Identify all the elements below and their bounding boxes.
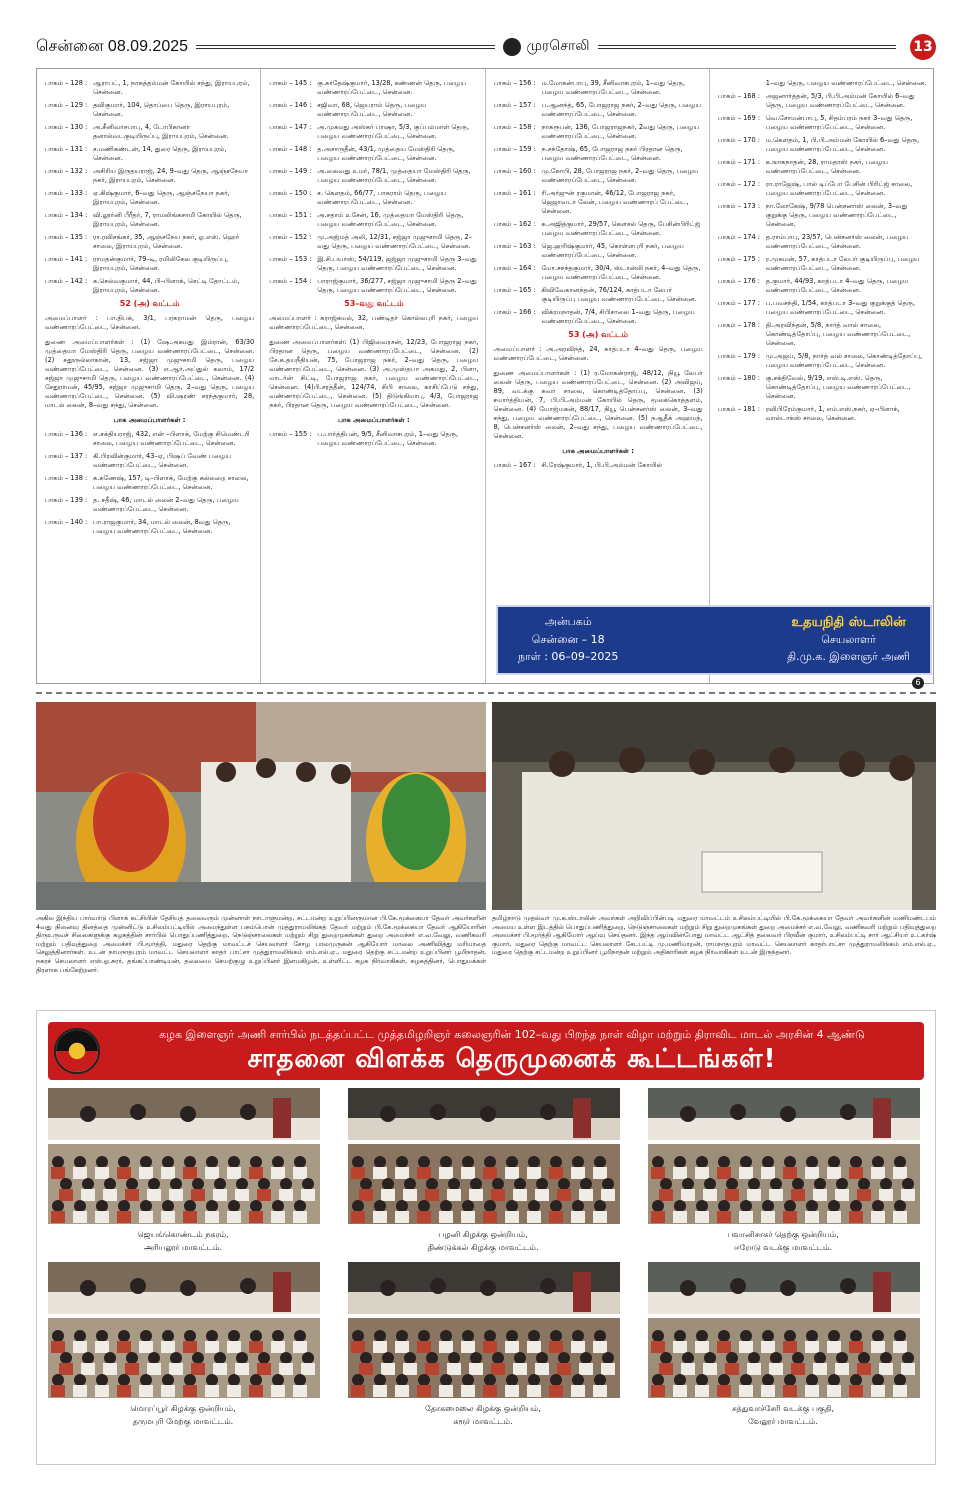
separator: :	[85, 189, 88, 197]
event-photo-crowd	[648, 1318, 920, 1398]
ward-heading: 52 (அ) வட்டம்	[119, 299, 180, 308]
edition-date: சென்னை 08.09.2025	[36, 38, 189, 55]
member-details: ஜெ.ஹரிஷ்குமார், 45, கொள்ளபுரி நகர், பழைய வண்ணாரப்பேட்டை, சென்னை.	[541, 242, 684, 259]
list-item	[718, 255, 927, 273]
list-item	[494, 167, 703, 185]
list-item	[718, 374, 927, 401]
event-district: அரியலூர் மாவட்டம்.	[143, 1243, 222, 1252]
list-item	[494, 220, 703, 238]
separator: :	[309, 79, 312, 87]
separator: :	[533, 220, 536, 228]
member-details: மு.அஜ்மத் அலி, 12/31, சஜ்ஜா முஜுசாமி தெரு, 2–வது தெரு, பழைய வண்ணாரப்பேட்டை, சென்னை.	[317, 233, 472, 250]
masthead-rule	[598, 45, 897, 49]
separator: :	[309, 233, 312, 241]
separator: :	[533, 79, 536, 87]
list-item	[494, 123, 703, 141]
member-details: எ.சக்தியராஜ், 432, என் –பிளாக், மேற்கு சிமெண்டரி சாலை, பழைய வண்ணாரப்பேட்டை, சென்னை.	[93, 430, 250, 447]
part-number: பாகம் – 153	[269, 255, 308, 263]
part-number: பாகம் – 179	[717, 352, 756, 360]
ward-organizer: அமைப்பாளர் : அ.அரவிந்த், 24, காத்படா 4–வது தெரு, பழைய வண்ணாரப்பேட்டை, சென்னை.	[493, 345, 703, 362]
member-details: வெ.சோமன்பாபு, 5, சிதம்பரம் நகர் 3–வது தெரு, பழைய வண்ணாரப்பேட்டை, சென்னை.	[765, 114, 913, 131]
event-caption	[648, 1228, 918, 1254]
part-number: பாகம் – 175	[717, 255, 756, 263]
separator: :	[533, 242, 536, 250]
list-item	[494, 264, 703, 282]
separator: :	[85, 79, 88, 87]
list-item	[269, 277, 478, 295]
separator: :	[309, 255, 312, 263]
ward-heading: 53 (அ) வட்டம்	[568, 330, 628, 339]
member-details: நாகரூபன், 136, போஜராஜநகர், 2வது தெரு, பழைய வண்ணாரப்பேட்டை, சென்னை.	[541, 123, 699, 140]
member-details: அ.லைவது உமர், 78/1, முத்தையா மேஸ்திரி தெரு, பழைய வண்ணாரப்பேட்டை, சென்னை.	[317, 167, 471, 184]
dmk-flag-logo-icon	[54, 1028, 100, 1074]
part-number: பாகம் – 180	[717, 374, 756, 382]
separator: :	[309, 211, 312, 219]
separator: :	[757, 352, 760, 360]
event-photo-crowd	[348, 1318, 620, 1398]
separator	[758, 79, 766, 88]
part-number: பாகம் – 162	[493, 220, 532, 228]
separator: :	[85, 145, 88, 153]
part-number	[718, 79, 758, 88]
list-item	[45, 167, 254, 185]
signature-date: நாள் : 06–09–2025	[518, 650, 619, 663]
list-item	[45, 211, 254, 229]
event-photo-stage	[348, 1088, 620, 1140]
part-number: பாகம் – 156	[493, 79, 532, 87]
separator: :	[309, 167, 312, 175]
photo2-caption: தமிழ்நாடு முதல்வர் மு.க.ஸ்டாலின் அவர்கள் அறிவிப்பின்படி மதுரை மாவட்டம் உசிலம்பட்டியில் பி.கே.மூக்கையா தேவர் அவர்களின் மணிமண்டபம் அமைய உள்ள இடத்தில் பொதுப்பணித்துறை, நெடுஞ்சாலைகள் மற்றும் சிறு துறைமுகங்கள் துறை அமைச்சர் எ.வ.வேலு, வணிகவரி மற்றும் பதிவுத்துறை அமைச்சர் பி.மூர்த்தி ஆகியோர் ஆய்வு செய்தனர். இந்த ஆய்வின்போது மாவட்ட ஆட்சித் தலைவர் பிரவீன் குமார், உசிலம்பட்டி சார் ஆட்சியர் உட்கர்ஷ் குமார், மதுரை தெற்கு மாவட்ட செயலாளர் சேடபட்டி மு.மணிமாறன், ராமநாதபுரம் மாவட்ட செயலாளர் காதர்பாட்சா முத்துராமலிங்கம் எம்.எல்.ஏ., மதுரை தெற்கு சட்டமன்ற உறுப்பினர் பூமிநாதன் மற்றும் அதிகாரிகள் கழக நிர்வாகிகள் உடன் இருந்தனர்.	[492, 914, 936, 957]
part-number: பாகம் – 140	[45, 518, 83, 526]
list-item	[718, 299, 927, 317]
part-number: பாகம் – 163	[493, 242, 532, 250]
separator: :	[757, 202, 760, 210]
photo-statues-image	[36, 702, 486, 910]
part-number: பாகம் – 178	[717, 321, 756, 329]
separator: :	[85, 123, 88, 131]
separator: :	[85, 211, 88, 219]
list-item	[494, 308, 703, 326]
member-details: க.ஙாகநாதன், 28, ராமதாஸ் நகர், பழைய வண்ணாரப்பேட்டை, சென்னை.	[765, 158, 888, 175]
event-photo-stage	[48, 1262, 320, 1314]
event-district: தருமபுரி மேற்கு மாவட்டம்.	[132, 1417, 234, 1426]
part-number: பாகம் – 170	[717, 136, 756, 144]
part-number: பாகம் – 157	[493, 101, 532, 109]
event-district: கரூர் மாவட்டம்.	[453, 1417, 513, 1426]
feature-banner	[48, 1022, 924, 1080]
member-details: தி.அரவிந்தன், 5/8, நார்த் வால் சாலை, கொண்டித்தோப்பு, பழைய வண்ணாரப்பேட்டை, சென்னை.	[765, 321, 911, 347]
member-details: ந.சந்தோஷ், 65, போஜராஜ நகர் பிரதான தெரு, பழைய வண்ணாரப்பேட்டை, சென்னை.	[541, 145, 683, 162]
part-number: பாகம் – 128	[45, 79, 83, 87]
member-details: ஆராபட், 1, நாகத்தம்மன் கோயில் சந்து, இராயபுரம், சென்னை.	[93, 79, 250, 96]
part-number: பாகம் – 164	[493, 264, 532, 272]
list-item	[45, 233, 254, 251]
banner-subtitle: கழக இளைஞர் அணி சார்பில் நடத்தப்பட்ட முத்தமிழறிஞர் கலைஞரின் 102–வது பிறந்த நாள் விழா மற்றும் திராவிட மாடல் அரசின் 4 ஆண்டு	[159, 1028, 865, 1041]
ward-deputies: துணை அமைப்பாளர்கள் : (1) ஷே.அகமது இம்ரான், 63/30 முத்தையா மேஸ்திரி தெரு, பழைய வண்ணாரப்பேட்டை, சென்னை. (2) சதூருல்லாகான், 13, சஜ்ஜா முஜுசாமி தெரு, பழைய வண்ணாரப்பேட்டை, சென்னை. (3) எ.ஆர்.அப்துல் கலாம், 17/2 சஜ்ஜா முஜுசாமி தெரு, பழைய வண்ணாரப்பேட்டை, சென்னை. (4) சேதுராமன், 45/95, சஜ்ஜா முஜுசாமி தெரு, 2–வது தெரு, பழைய வண்ணாரப்பேட்டை, சென்னை. (5) வி.ஷரண் சரந்தகுமார், 28, மாடல் லைன், 8–வது சந்து, சென்னை.	[45, 338, 255, 409]
event-place: ஜெயங்கொண்டம் நகரம்,	[137, 1230, 229, 1239]
part-number: பாகம் – 148	[269, 145, 308, 153]
list-column	[486, 69, 710, 683]
member-details: பாராஜ்குமார், 36/277, சஜ்ஜா முஜுசாமி தெரு 2–வது தெரு, பழைய வண்ணாரப்பேட்டை, சென்னை.	[317, 277, 477, 294]
ward-organizer: அமைப்பாளர் : சுராஜ்கமல், 32, பண்டிதர் கொல்லபுரி நகர், பழைய வண்ணாரப்பேட்டை, சென்னை.	[269, 314, 479, 331]
news-photo-statues	[36, 702, 486, 910]
list-item	[718, 233, 927, 251]
member-details: த.ராம்பாபு, 23/57, பென்சனர்ஸ் லைன், பழைய வண்ணாரப்பேட்டை, சென்னை.	[765, 233, 909, 250]
list-item	[718, 277, 927, 295]
member-details: அஜனார்த்தன், 5/3, பி.பி.அம்மன் கோயில் 6–வது தெரு, பழைய வண்ணாரப்பேட்டை, சென்னை.	[765, 92, 915, 109]
separator: :	[85, 101, 88, 109]
flag-shape	[56, 1030, 98, 1072]
member-details: ச.மணிகண்டன், 14, துரை தெரு, இராயபுரம், சென்னை.	[93, 145, 227, 162]
part-number: பாகம் – 167	[493, 461, 532, 469]
event-photo-crowd	[48, 1144, 320, 1224]
member-details: ச. கௌதம், 66/77, பாகராம் தெரு, பழைய வண்ணாரப்பேட்டை, சென்னை.	[317, 189, 447, 206]
member-details: த.குமார், 44/93, காத்படா 4–வது தெரு, பழைய வண்ணாரப்பேட்டை, சென்னை.	[765, 277, 909, 294]
part-number: பாகம் – 172	[717, 180, 756, 188]
member-details: மு.கோபி, 28, போஜராஜ நகர், 2–வது தெரு, பழைய வண்ணாரப்பேட்டை, சென்னை.	[541, 167, 699, 184]
separator: :	[309, 430, 312, 438]
page-number: 13	[910, 34, 936, 60]
part-number: பாகம் – 171	[717, 158, 756, 166]
separator: :	[309, 189, 312, 197]
member-details: 1–வது தெரு, பழைய வண்ணாரப்பேட்டை, சென்னை.	[765, 79, 927, 87]
member-details: பா.ராஜகுமார், 34, மாடல் லைன், 8வது தெரு, பழைய வண்ணாரப்பேட்டை, சென்னை.	[93, 518, 231, 535]
separator: :	[533, 286, 536, 294]
signature-name: உதயநிதி ஸ்டாலின்	[791, 615, 906, 630]
list-item	[45, 79, 254, 97]
ward-deputies: துணை அமைப்பாளர்கள் : (1) ர.மோகன்ராஜ், 48/12, நியூ லேபர் லைன் தெரு, பழைய வண்ணாரப்பேட்டை, சென்னை. (2) அவிஜய், 89, வடக்கு சுவர் சாலை, கொண்டித்தோப்பு, சென்னை. (3) சமார்த்தியன், 7, பி.பி.அம்மன் கோயில் தெரு, மூலக்கொத்தளம், சென்னை. (4) யோஜ்மகன், 88/17, நியூ பென்சனர்ஸ் லைன், 3–வது சந்து, பழைய வண்ணாரப்பேட்டை, சென்னை. (5) நஆதீக் அஹமத், 8, பென்சனர்ஸ் லைன், 2–வது சந்து, பழைய வண்ணாரப்பேட்டை, சென்னை.	[493, 369, 703, 440]
event-photo-stage	[48, 1088, 320, 1140]
part-number: பாகம் – 135	[45, 233, 83, 241]
list-item	[494, 79, 703, 97]
member-details: ப.ஆனந்த், 65, போஜராஜ நகர், 2–வது தெரு, பழைய வண்ணாரப்பேட்டை, சென்னை.	[541, 101, 702, 118]
member-details: மு.அஜய், 5/8, நார்த் வல் சாலை, கொண்டித்தோப்பு, பழைய வண்ணாரப்பேட்டை, சென்னை.	[765, 352, 923, 369]
part-organizers-heading: பாக அமைப்பாளர்கள் :	[562, 447, 634, 455]
member-details: இ.சி.பயாஸ், 54/119, ஜஜ்ஜா முஜுசாமி தெரு 3–வது தெரு, பழைய வண்ணாரப்பேட்டை, சென்னை.	[317, 255, 477, 272]
list-item	[269, 189, 478, 207]
part-number: பாகம் – 142	[45, 277, 83, 285]
ward-organizer: அமைப்பாளர் : பா.திபக், 3/1, பரகராமன் தெரு, பழைய வண்ணாரப்பேட்டை, சென்னை.	[45, 314, 255, 331]
event-photo-stage	[648, 1262, 920, 1314]
newspaper-logo-icon	[503, 38, 521, 56]
event-district: திண்டுக்கல் கிழக்கு மாவட்டம்.	[427, 1243, 539, 1252]
list-item	[269, 101, 478, 119]
separator: :	[533, 264, 536, 272]
separator: :	[757, 255, 760, 263]
part-number: பாகம் – 161	[493, 189, 532, 197]
part-number: பாகம் – 139	[45, 496, 83, 504]
separator: :	[85, 518, 88, 526]
separator: :	[85, 452, 88, 460]
list-item	[269, 233, 478, 251]
separator: :	[757, 233, 760, 241]
part-number: பாகம் – 160	[493, 167, 532, 175]
signature-author	[787, 615, 910, 665]
separator: :	[85, 430, 88, 438]
separator: :	[757, 277, 760, 285]
event-photo-crowd	[648, 1144, 920, 1224]
event-place: மொரப்பூர் கிழக்கு ஒன்றியம்,	[130, 1404, 236, 1413]
separator: :	[309, 123, 312, 131]
separator: :	[533, 189, 536, 197]
list-item	[45, 189, 254, 207]
newspaper-name: முரசொலி	[526, 38, 590, 54]
separator: :	[757, 374, 760, 382]
list-item	[269, 145, 478, 163]
part-number: பாகம் – 133	[45, 189, 83, 197]
member-details: மோ.சசந்தகுமார், 30/4, ஸ்டான்லி நகர், 4–வது தெரு, பழைய வண்ணாரப்பேட்டை, சென்னை.	[541, 264, 701, 281]
list-item	[45, 145, 254, 163]
event-photo-crowd	[48, 1318, 320, 1398]
separator: :	[533, 145, 536, 153]
member-details: ப.பவசந்தி, 1/54, காத்படா 3–வது குறுக்குத் தெரு, பழைய வண்ணாரப்பேட்டை, சென்னை.	[765, 299, 916, 316]
member-details: ரா.ரவிசங்கர், 35, ஆஞ்சநேய நகர், ஓ.எஸ். ஹெர் சாலை, இராயபுரம், சென்னை.	[93, 233, 240, 250]
photo-inspection-image	[492, 702, 936, 910]
part-number: பாகம் – 150	[269, 189, 308, 197]
photo1-caption: அகில இந்திய பார்வர்டு பிளாக் கட்சியின் தேசியத் தலைவரும் முன்னாள் நாடாளுமன்ற, சட்டமன்ற உறுப்பினருமான பி.கே.மூக்கையா தேவர் அவர்களின் 4வது நினைவு தினத்தை முன்னிட்டு உசிலம்பட்டியில் அமைந்துள்ள பசும்பொன் முத்துராமலிங்கத் தேவர் மற்றும் பி.கே.மூக்கையா தேவர் ஆகியோரின் திருஉருவச் சிலைகளுக்கு கழகத்தின் சார்பில் பொதுப்பணித்துறை, நெடுஞ்சாலைகள் மற்றும் சிறு துறைமுகங்கள் துறை அமைச்சர் எ.வ.வேலு, வணிகவரி மற்றும் பதிவுத்துறை அமைச்சர் பி.மூர்த்தி, மதுரை தெற்கு மாவட்டச் செயலாளர் சோழ பாலமுருகன் ஆகியோர் மாலை அணிவித்து மரியாதை செலுத்தினார்கள். உடன் நாமநாதபுரம் மாவட்ட செயலாளர் காதர் பாட்சா முத்துராமலிங்கம் எம்.எல்.ஏ., மதுரை தெற்கு சட்டமன்ற உறுப்பினர் பூமிநாதன், நகரச் செயலாளர் எஸ்.ஓ.சுரர், தங்கப்பாண்டியன், தலைமை செயற்குழு உறுப்பினர் இளமகிழன், உள்ளிட்ட கழக நிர்வாகிகள், கழகத்தினர், பொதுமக்கள் திரளாக பங்கேற்றனர்.	[36, 914, 486, 974]
member-details: த. சதீஷ், 46, மாடல் லைன் 2–வது தெரு, பழைய வண்ணாரப்பேட்டை, சென்னை.	[93, 496, 239, 513]
list-item	[718, 92, 927, 110]
part-number: பாகம் – 176	[717, 277, 756, 285]
part-number: பாகம் – 141	[45, 255, 83, 263]
member-details: அ.முகமது அஸ்கர் பாஷா, 5/3, குப்பம்மாள் தெரு, பழைய வண்ணாரப்பேட்டை, சென்னை.	[317, 123, 470, 140]
event-district: வேலூர் மாவட்டம்.	[748, 1417, 818, 1426]
separator: :	[85, 474, 88, 482]
part-number: பாகம் – 166	[493, 308, 532, 316]
list-item	[45, 277, 254, 295]
list-column	[710, 69, 933, 683]
member-details: க.செல்வகுமார், 44, பி–பிளாக், செட்டி தோட்டம், இராயபுரம், சென்னை.	[93, 277, 240, 294]
part-number: பாகம் – 154	[269, 277, 308, 285]
part-organizers-heading: பாக அமைப்பாளர்கள் :	[338, 416, 410, 424]
event-district: ஈரோடு வடக்கு மாவட்டம்.	[733, 1243, 833, 1252]
list-item	[269, 123, 478, 141]
list-item	[45, 123, 254, 141]
member-details: சு.அஜித்குமார், 29/57, கௌசல் தெரு, பேசின்பிரிட்ஜ் பழைய வண்ணாரப்பேட்டை, சென்னை.	[541, 220, 701, 237]
member-details: ர.முகமன், 57, காத்படா லேபர் குடியிருப்பு, பழைய வண்ணாரப்பேட்டை, சென்னை.	[765, 255, 920, 272]
masthead	[36, 34, 936, 60]
separator: :	[757, 321, 760, 329]
member-details: ரி.அர்ஜுன் ரகுமான், 46/12, போஜராஜ நகர், ஜெஜாவடா லேன், பழைய வண்ணாரப் பேட்டை, சென்னை.	[541, 189, 689, 215]
signature-place-date	[518, 615, 618, 665]
member-details: ரவிபிரேம்குமார், 1, எம்.எஸ்.நகர், ஏ–பிளாக், வால்டாக்ஸ் சாலை, சென்னை.	[765, 405, 900, 422]
event-photo-crowd	[348, 1144, 620, 1224]
member-details: கு.சுர்தேஷ்குமார், 13/28, கண்ணன் தெரு, பழைய வண்ணாரப்பேட்டை, சென்னை.	[317, 79, 466, 96]
separator: :	[757, 405, 760, 413]
list-item	[269, 255, 478, 273]
part-number: பாகம் – 132	[45, 167, 83, 175]
signature-place: அன்பகம்	[544, 615, 592, 628]
list-column	[261, 69, 485, 683]
event-place: பழனி கிழக்கு ஒன்றியம்,	[438, 1230, 528, 1239]
masthead-rule	[196, 45, 495, 49]
part-number: பாகம் – 155	[269, 430, 308, 438]
list-item	[718, 352, 927, 370]
separator: :	[533, 101, 536, 109]
list-item	[718, 202, 927, 229]
list-item	[718, 136, 927, 154]
member-details: ப.பார்த்திபன், 9/5, சீனிவாசபுரம், 1–வது தெரு, பழைய வண்ணாரப்பேட்டை, சென்னை.	[317, 430, 459, 447]
list-item	[494, 461, 703, 470]
list-item	[494, 101, 703, 119]
member-details: வி.லூர்னி பீரீதர், 7, ராமலிங்கசாமி கோயில் தெரு, இராயபுரம், சென்னை.	[93, 211, 242, 228]
separator: :	[533, 123, 536, 131]
member-details: ம.கௌதம், 1, பி.பி.அம்மன் கோயில் 6–வது தெரு, பழைய வண்ணாரப்பேட்டை, சென்னை.	[765, 136, 920, 153]
appointment-list	[36, 68, 934, 684]
part-number: பாகம் – 152	[269, 233, 308, 241]
separator: :	[85, 233, 88, 241]
list-item	[45, 101, 254, 119]
event-caption	[348, 1228, 618, 1254]
signature-role: செயலாளர்	[821, 633, 876, 646]
part-number: பாகம் – 131	[45, 145, 83, 153]
list-item	[718, 405, 927, 423]
separator: :	[533, 461, 536, 469]
part-number: பாகம் – 159	[493, 145, 532, 153]
list-item	[45, 430, 254, 448]
continued-marker: 6	[912, 677, 924, 689]
news-photo-inspection	[492, 702, 936, 910]
member-details: த.அசாருதீன், 43/1, முத்தைய மேஸ்திரி தெரு, பழைய வண்ணாரப்பேட்டை, சென்னை.	[317, 145, 455, 162]
list-item	[718, 321, 927, 348]
part-number: பாகம் – 134	[45, 211, 83, 219]
part-number: பாகம் – 169	[717, 114, 756, 122]
list-item	[45, 452, 254, 470]
separator: :	[757, 136, 760, 144]
member-details: சஜிவா, 68, ஜெயராம் தெரு, பழைய வண்ணாரப்பேட்டை, சென்னை.	[317, 101, 427, 118]
part-number: பாகம் – 168	[717, 92, 756, 100]
member-details: கிவிவேகானந்தன், 76/124, காத்படா லேபர் குடியிருப்பு பழைய வண்ணாரப்பேட்டை, சென்னை.	[541, 286, 697, 303]
part-number: பாகம் – 138	[45, 474, 83, 482]
member-details: கு.சக்திவேல், 9/19, எஸ்.டி.எஸ். தெரு, கொண்டித்தோப்பு, பழைய வண்ணாரப்பேட்டை, சென்னை.	[765, 374, 911, 400]
separator: :	[757, 158, 760, 166]
part-organizers-heading: பாக அமைப்பாளர்கள் :	[113, 416, 186, 424]
member-details: கி.பிரவின்குமார், 43–ஏ, பிஷப் வேண் பழைய வண்ணாரப்பேட்டை, சென்னை.	[93, 452, 232, 469]
event-place: சத்துவாச்சேரி வடக்கு பகுதி,	[731, 1404, 835, 1413]
list-item	[269, 430, 478, 448]
list-item	[494, 242, 703, 260]
separator: :	[309, 101, 312, 109]
separator: :	[757, 114, 760, 122]
list-item	[718, 114, 927, 132]
part-number: பாகம் – 165	[493, 286, 532, 294]
list-item	[45, 474, 254, 492]
list-item	[718, 158, 927, 176]
event-photo-stage	[348, 1262, 620, 1314]
list-item	[45, 496, 254, 514]
part-number: பாகம் – 174	[717, 233, 756, 241]
member-details: அ.சீனிவாசபாபு, 4, டோபிகானா தனால்வடகுடியிருப்பு, இராயபுரம், சென்னை.	[93, 123, 229, 140]
ward-heading: 53–வது வட்டம்	[344, 299, 404, 308]
member-details: க.கணேஷ், 157, டி–பிளாக், மேற்கு கல்லறை சாலை, பழைய வண்ணாரப்பேட்டை, சென்னை.	[93, 474, 249, 491]
list-item	[494, 189, 703, 216]
member-details: அசிரிய இருதயராஜ், 24, 9–வது தெரு, ஆஞ்சநேயா நகர், இராயபுரம், சென்னை.	[93, 167, 249, 184]
member-details: அ.சதாம் உசேன், 16, முத்தையா மேஸ்திரி தெரு, பழைய வண்ணாரப்பேட்டை, சென்னை.	[317, 211, 464, 228]
part-number: பாகம் – 173	[717, 202, 756, 210]
separator: :	[533, 308, 536, 316]
event-place: பவானிசாகர் தெற்கு ஒன்றியம்,	[727, 1230, 839, 1239]
member-details: ம.மோகன்பாபு, 39, சீனிவாசபுரம், 1–வது தெரு, பழைய வண்ணாரப்பேட்டை, சென்னை.	[541, 79, 685, 96]
event-caption	[348, 1402, 618, 1428]
list-item	[718, 79, 927, 88]
part-number: பாகம் – 149	[269, 167, 308, 175]
list-item	[494, 286, 703, 304]
list-item	[269, 79, 478, 97]
separator: :	[85, 496, 88, 504]
separator: :	[757, 180, 760, 188]
separator: :	[85, 255, 88, 263]
separator: :	[309, 277, 312, 285]
separator: :	[757, 299, 760, 307]
part-number: பாகம் – 177	[717, 299, 756, 307]
list-item	[45, 255, 254, 273]
list-column	[37, 69, 261, 683]
separator: :	[757, 92, 760, 100]
separator: :	[85, 167, 88, 175]
member-details: தவிகுமார், 104, தொப்பை தெரு, இராயபுரம், சென்னை.	[93, 101, 230, 118]
part-number: பாகம் – 158	[493, 123, 532, 131]
signature-city: சென்னை – 18	[531, 632, 605, 646]
part-number: பாகம் – 130	[45, 123, 83, 131]
separator: :	[533, 167, 536, 175]
member-details: சி.ரேஷ்குமார், 1, பி.பி.அம்மன் கோயில்	[541, 461, 663, 469]
event-place: தோகமைலை கிழக்கு ஒன்றியம்,	[425, 1404, 541, 1413]
member-details: ராமதன்குமார், 79–டி, ரமிலிகேல குடியிருப்பு, இராயபுரம், சென்னை.	[93, 255, 229, 272]
part-number: பாகம் – 147	[269, 123, 308, 131]
list-item	[269, 167, 478, 185]
signature-block	[496, 605, 932, 675]
part-number: பாகம் – 146	[269, 101, 308, 109]
part-number: பாகம் – 181	[717, 405, 756, 413]
part-number: பாகம் – 137	[45, 452, 83, 460]
member-details: விக்ரமநாதன், 7/4, சிபிசாலை 1–வது தெரு, பழைய வண்ணாரப்பேட்டை, சென்னை.	[541, 308, 695, 325]
event-caption	[648, 1402, 918, 1428]
section-divider	[36, 692, 936, 694]
list-item	[494, 145, 703, 163]
separator: :	[309, 145, 312, 153]
member-details: நா.லோகேஷ், 9/78 பென்சனர்ஸ் லைன், 3–வது குறுக்கு தெரு, பழைய வண்ணாரப்பேட்டை, சென்னை.	[765, 202, 908, 228]
part-number: பாகம் – 129	[45, 101, 83, 109]
event-photo-stage	[648, 1088, 920, 1140]
signature-org: தி.மு.க. இளைஞர் அணி	[787, 650, 910, 663]
list-item	[718, 180, 927, 198]
event-caption	[48, 1402, 318, 1428]
banner-title: சாதனை விளக்க தெருமுனைக் கூட்டங்கள்!	[247, 1044, 777, 1074]
list-item	[45, 518, 254, 536]
member-details: ரா.ராஜேஷ், பால் டிப்போ பேசின் பிரிட்ஜ் சாலை, பழைய வண்ணாரப்பேட்டை, சென்னை.	[765, 180, 913, 197]
list-item	[269, 211, 478, 229]
member-details: ஏ.கிஷ்குமார், 6–வது தெரு, ஆஞ்சநேயா நகர், இராயபுரம், சென்னை.	[93, 189, 230, 206]
part-number: பாகம் – 151	[269, 211, 308, 219]
part-number: பாகம் – 145	[269, 79, 308, 87]
separator: :	[85, 277, 88, 285]
ward-deputies: துணை அமைப்பாளர்கள்: (1) பிஜிவைரசன், 12/23, போஜராஜ நகர், பிரதான தெரு, பழைய வண்ணாரப்பேட்டை, சென்னை. (2) சே.க.தயநீதியன், 75, போஜராஜ நகர், 2–வது தெரு, பழைய வண்ணாரப்பேட்டை, சென்னை. (3) அ.முஸ்தபா அகமது, 2, பிளா, மாடர்ன் சிட்டி, போஜராஜ நகர், பழைய வண்ணாரப்பேட்டை, சென்னை. (4)பி.சரத்தீன், 124/74, சிபி சாலை, காசிப்பேடு சந்து, வண்ணாரப்பேட்டை, சென்னை. (5) திடுங்கிமாபு, 4/3, போஜராஜ நகர், பிரதான தெரு, பழைய வண்ணாரப்பேட்டை, சென்னை.	[269, 338, 479, 409]
event-caption	[48, 1228, 318, 1254]
part-number: பாகம் – 136	[45, 430, 83, 438]
